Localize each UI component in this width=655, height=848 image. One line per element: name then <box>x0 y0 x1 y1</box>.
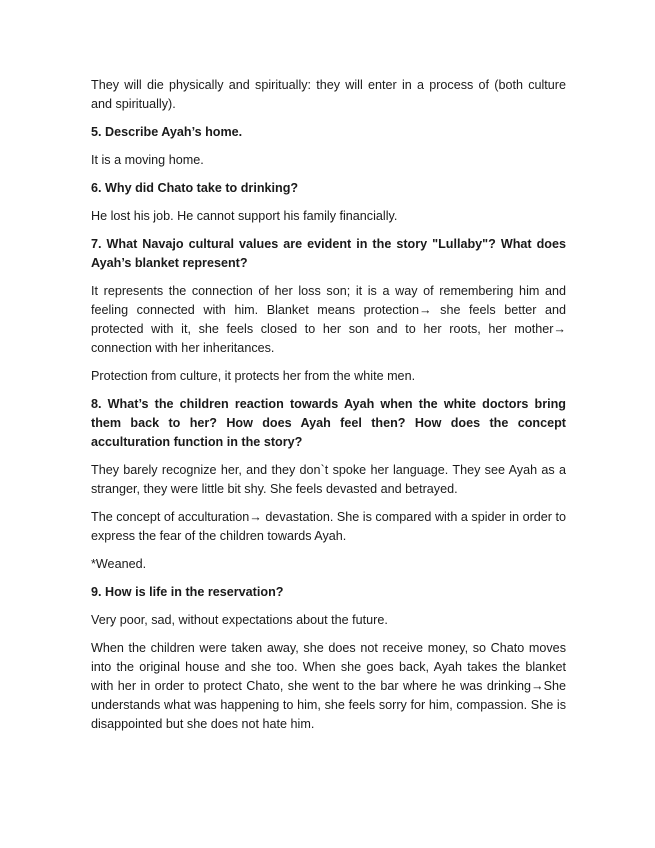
question-heading: 8. What’s the children reaction towards Ayah when the white doctors bring them back to her? How does Ayah feel then? How does the concept acculturation function in the story? <box>91 397 566 449</box>
answer-paragraph: It is a moving home. <box>91 153 204 167</box>
document-page <box>91 76 566 743</box>
answer-paragraph: *Weaned. <box>91 557 147 571</box>
answer-paragraph: They will die physically and spiritually: they will enter in a process of (both culture and spiritually). <box>91 78 566 111</box>
answer-paragraph: It represents the connection of her loss son; it is a way of remembering him and feeling connected with him. Blanket means protection→ she feels better and protected with it, she feels closed to her son and to her roots, her mother→ connection with her inheritances. <box>91 284 566 355</box>
answer-paragraph: Very poor, sad, without expectations about the future. <box>91 613 388 627</box>
answer-paragraph: When the children were taken away, she does not receive money, so Chato moves into the original house and she too. When she goes back, Ayah takes the blanket with her in order to protect Chato, she went to the bar where he was drinking→She understands what was happening to him, she feels sorry for him, compassion. She is disappointed but she does not hate him. <box>91 641 566 731</box>
question-heading: 6. Why did Chato take to drinking? <box>91 181 299 195</box>
answer-paragraph: The concept of acculturation→ devastation. She is compared with a spider in order to express the fear of the children towards Ayah. <box>91 510 566 543</box>
answer-paragraph: They barely recognize her, and they don`t spoke her language. They see Ayah as a stranger, they were little bit shy. She feels devasted and betrayed. <box>91 463 566 496</box>
question-heading: 5. Describe Ayah’s home. <box>91 125 243 139</box>
answer-paragraph: He lost his job. He cannot support his family financially. <box>91 209 398 223</box>
question-heading: 9. How is life in the reservation? <box>91 585 284 599</box>
question-heading: 7. What Navajo cultural values are evident in the story "Lullaby"? What does Ayah’s blanket represent? <box>91 237 566 270</box>
answer-paragraph: Protection from culture, it protects her from the white men. <box>91 369 416 383</box>
